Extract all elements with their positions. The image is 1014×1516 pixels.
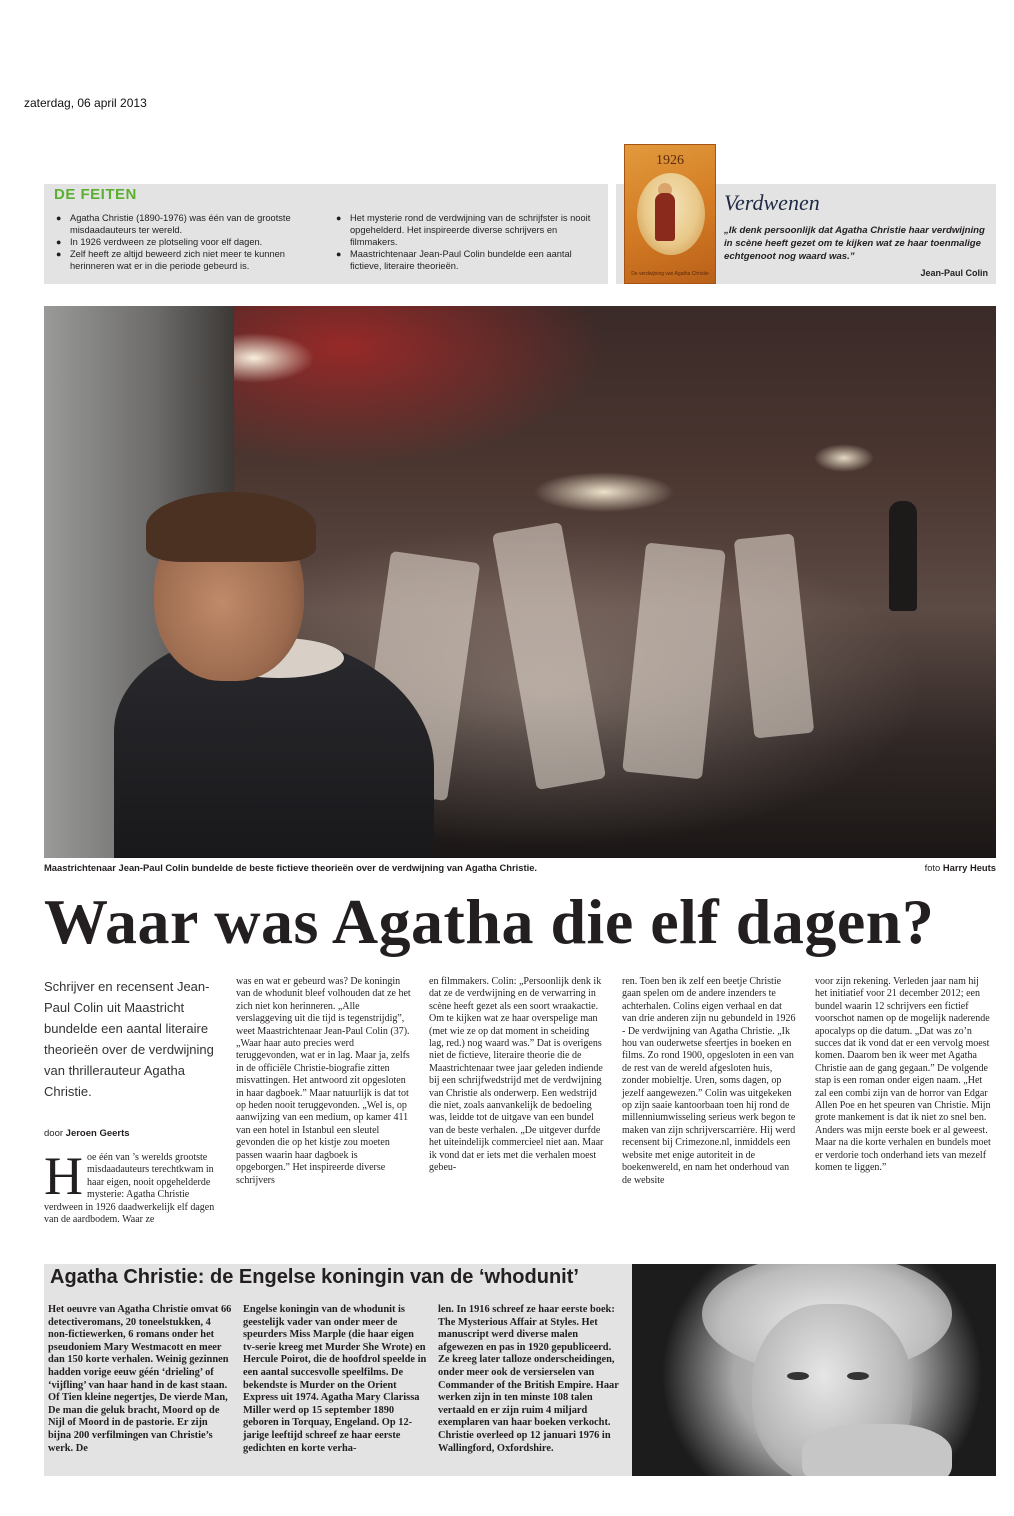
author-name: Jeroen Geerts: [65, 1128, 130, 1139]
facts-title: DE FEITEN: [54, 186, 137, 203]
fact-item: ● Agatha Christie (1890-1976) was één van de grootste misdaadauteurs ter wereld.: [56, 212, 326, 236]
article-column-3: en filmmakers. Colin: „Persoonlijk denk ik dat ze de verdwijning en de verwarring in scène heeft gezet als een soort wraakactie. Om te kijken wat ze haar overspelige man (met wie ze op dat moment in scheiding lag, red.) nog waard was.” Dat is overigens niet de fictieve, literaire theorie die de Maastrichtenaar twee jaar geleden indiende bij een schrijfwedstrijd met de verdwijning van Christie als onderwerp. Een wedstrijd die niet, zoals aanvankelijk de bedoeling was, leidde tot de uitgave van een bundel van de beste verhalen. „De uitgever durfde het uiteindelijk commercieel niet aan. Maar ik vond dat er iets met die verhalen moest gebeu-: [429, 976, 604, 1174]
pull-quote: „Ik denk persoonlijk dat Agatha Christie haar verdwijning in scène heeft gezet om te kijken wat ze haar toenmalige echtgenoot nog waard was.”: [724, 225, 985, 262]
background-person: [889, 501, 917, 611]
agatha-christie-portrait: [632, 1264, 996, 1476]
headline: Waar was Agatha die elf dagen?: [44, 886, 935, 957]
bio-box: [44, 1264, 632, 1476]
book-subtitle: De verdwijning van Agatha Christie: [631, 271, 709, 277]
book-cover-image: [624, 144, 716, 284]
quote-box: [616, 153, 996, 284]
fact-item: ● Maastrichtenaar Jean-Paul Colin bundelde een aantal fictieve, literaire theorieën.: [336, 248, 598, 272]
photo-credit: foto Harry Heuts: [924, 862, 996, 873]
bio-title: Agatha Christie: de Engelse koningin van de ‘whodunit’: [50, 1266, 579, 1288]
bio-column-1: Het oeuvre van Agatha Christie omvat 66 detectiveromans, 20 toneelstukken, 4 non-fictiewerken, 6 romans onder het pseudoniem Mary Westmacott en meer dan 150 korte verhalen. Weinig gezinnen hadden vorige eeuw géén ‘drieling’ of ‘vijfling’ van haar hand in de kast staan. Of Tien kleine negertjes, De vierde Man, De man die geluk bracht, Moord op de Nijl of Moord in de pastorie. Er zijn bijna 200 verfilmingen van Christie’s werk. De: [48, 1304, 232, 1454]
facts-box: [44, 184, 608, 284]
article-column-1: [44, 1146, 226, 1226]
quote-author: Jean-Paul Colin: [920, 268, 988, 278]
drop-cap: H: [44, 1146, 83, 1206]
facts-list-left: [56, 212, 326, 272]
first-paragraph: oe één van ’s werelds grootste misdaadauteurs terechtkwam in haar eigen, nooit opgehelderde mysterie: Agatha Christie verdween in 1926 daadwerkelijk elf dagen van de aardbodem. Waar ze: [44, 1152, 215, 1226]
photographer-name: Harry Heuts: [942, 862, 996, 873]
byline: door Jeroen Geerts: [44, 1128, 130, 1139]
article-column-4: ren. Toen ben ik zelf een beetje Christie gaan spelen om de andere inzenders te achterhalen. Colins eigen verhaal en dat van drie anderen zijn nu gebundeld in 1926 - De verdwijning van Agatha Christie. „Ik hou van ouderwetse sfeertjes in boeken en films. Zo rond 1900, opgesloten in een van de rest van de wereld afgesloten huis, zonder mobieltje. Uren, soms dagen, op jezelf aangewezen.” Colin was uitgekeken op zijn saaie kantoorbaan toen hij rond de millenniumwisseling serieus werk begon te maken van zijn schrijverscarrière. Hij werd recensent bij Crimezone.nl, inmiddels een website met enige autoriteit in de boekenwereld, en nam het onderhoud van de website: [622, 976, 796, 1186]
article-column-5: voor zijn rekening. Verleden jaar nam hij het initiatief voor 21 december 2012; een bundel waarin 12 schrijvers een fictief voorschot namen op de mogelijk naderende apocalyps op die datum. „Dat was zo’n succes dat ik vond dat er een vervolg moest komen. Daarom ben ik weer met Agatha Christie aan de gang gegaan.” De volgende stap is een roman onder eigen naam. „Het zal een combi zijn van de horror van Edgar Allen Poe en het speuren van Christie. Mijn grote mankement is dat ik niet zo snel ben. Anders was mijn eerste boek er al geweest. Maar na die korte verhalen en bundels moet er verdorie toch onderhand iets van mezelf komen te liggen.”: [815, 976, 991, 1174]
fact-item: ● In 1926 verdween ze plotseling voor elf dagen.: [56, 236, 326, 248]
article-column-2: was en wat er gebeurd was? De koningin van de whodunit bleef volhouden dat ze het zich niet kon herinneren. „Alle verslaggeving uit die tijd is tegenstrijdig”, weet Maastrichtenaar Jean-Paul Colin (37). „Waar haar auto precies werd teruggevonden, wat er in lag. Maar ja, zelfs in de officiële Christie-biografie zitten misvattingen. Het antwoord zit opgesloten in haar dagboek.” Maar natuurlijk is dat tot op heden nooit teruggevonden. „Wel is, op aanwijzing van een medium, op kamer 411 van een hotel in Istanbul een sleutel gevonden die op het kistje zou moeten passen waarin haar dagboek is opgeborgen.” Het inspireerde diverse schrijvers: [236, 976, 411, 1186]
bio-column-3: len. In 1916 schreef ze haar eerste boek: The Mysterious Affair at Styles. Het manuscript werd diverse malen afgewezen en pas in 1920 gepubliceerd. Ze kreeg later talloze onderscheidingen, onder meer ook de versierselen van Commander of the British Empire. Haar werken zijn in ten minste 108 talen vertaald en er zijn ruim 4 miljard exemplaren van haar boeken verkocht. Christie overleed op 12 januari 1976 in Wallingford, Oxfordshire.: [438, 1304, 619, 1454]
bio-column-2: Engelse koningin van de whodunit is geestelijk vader van onder meer de speurders Miss Marple (die haar eigen tv-serie kreeg met Murder She Wrote) en Hercule Poirot, die de hoofdrol speelde in een aantal succesvolle speelfilms. De bekendste is Murder on the Orient Express uit 1974. Agatha Mary Clarissa Miller werd op 15 september 1890 geboren in Torquay, Engeland. Op 12-jarige leeftijd schreef ze haar eerste gedichten en korte verha-: [243, 1304, 427, 1454]
book-year: 1926: [656, 153, 684, 168]
main-photo: [44, 306, 996, 858]
fact-item: ● Het mysterie rond de verdwijning van de schrijfster is nooit opgehelderd. Het inspireerde diverse schrijvers en filmmakers.: [336, 212, 598, 248]
quote-box-title: Verdwenen: [724, 190, 820, 215]
article-intro: Schrijver en recensent Jean-Paul Colin uit Maastricht bundelde een aantal literaire theorieën over de verdwijning van thrillerauteur Agatha Christie.: [44, 979, 214, 1099]
dateline: zaterdag, 06 april 2013: [24, 96, 147, 110]
photo-caption: Maastrichtenaar Jean-Paul Colin bundelde de beste fictieve theorieën over de verdwijning van Agatha Christie.: [44, 862, 538, 873]
fact-item: ● Zelf heeft ze altijd beweerd zich niet meer te kunnen herinneren wat er in die periode gebeurd is.: [56, 248, 326, 272]
facts-list-right: [336, 212, 598, 272]
